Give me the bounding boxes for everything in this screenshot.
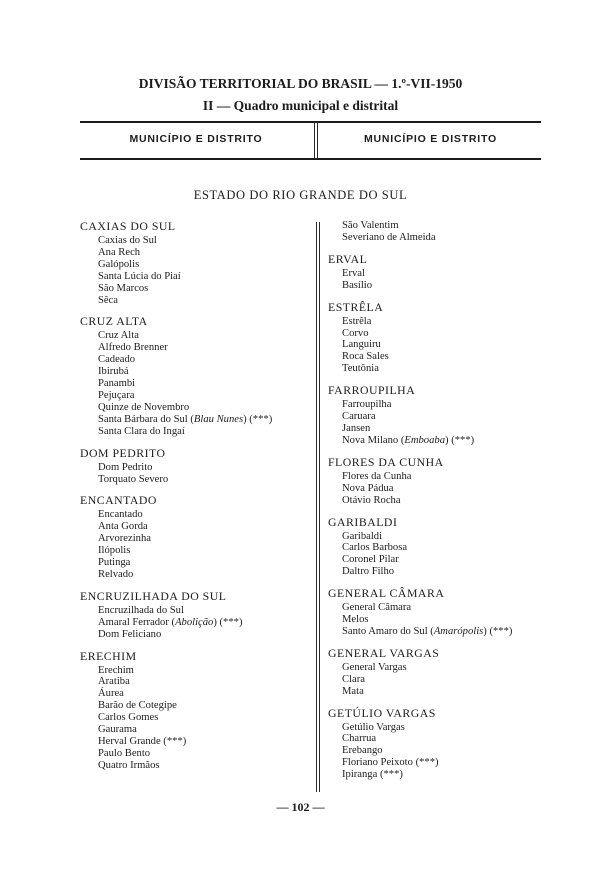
distrito-item: Santa Clara do Ingaí — [98, 425, 185, 437]
distrito-item: Garibaldi — [342, 530, 383, 542]
distrito-item: Roca Sales — [342, 351, 389, 363]
municipio-name: DOM PEDRITO — [80, 445, 166, 460]
header-divider-line — [317, 121, 318, 159]
distrito-item: Otávio Rocha — [342, 494, 401, 506]
distrito-item: Clara — [342, 673, 365, 685]
distrito-item: Farroupilha — [342, 399, 392, 411]
municipio-name: CRUZ ALTA — [80, 314, 148, 329]
distrito-item: Carlos Gomes — [98, 712, 159, 724]
municipio-name: ENCRUZILHADA DO SUL — [80, 588, 227, 603]
distrito-item: Ilópolis — [98, 545, 131, 557]
distrito-item: Santo Amaro do Sul (Amarópolis) (***) — [342, 625, 513, 637]
municipio-name: FLORES DA CUNHA — [328, 454, 444, 469]
distrito-item: Flores da Cunha — [342, 470, 412, 482]
distrito-item: Amaral Ferrador (Abolição) (***) — [98, 616, 243, 628]
distrito-item: Cadeado — [98, 354, 136, 366]
distrito-item: Cruz Alta — [98, 330, 139, 342]
distrito-item: Encantado — [98, 509, 143, 521]
distrito-item: Carlos Barbosa — [342, 542, 408, 554]
municipio-name: CAXIAS DO SUL — [80, 219, 176, 233]
distrito-item: Languiru — [342, 339, 381, 351]
page-subtitle: II — Quadro municipal e distrital — [202, 98, 399, 113]
distrito-item: Paulo Bento — [98, 747, 151, 759]
distrito-item: Galópolis — [98, 258, 140, 270]
distrito-item: Panambi — [98, 378, 136, 390]
distrito-item: Putinga — [98, 557, 131, 569]
municipio-group — [328, 707, 543, 782]
distrito-item: Floriano Peixoto (***) — [342, 757, 439, 769]
distrito-item: Coronel Pilar — [342, 554, 399, 566]
page-number: — 102 — — [276, 800, 325, 814]
column-divider-line — [319, 222, 320, 792]
right-column — [328, 220, 543, 790]
distrito-item: Caxias do Sul — [98, 235, 157, 246]
municipio-name: GENERAL VARGAS — [328, 645, 440, 660]
distrito-item: Sêca — [98, 294, 118, 306]
column-header-right: MUNICÍPIO E DISTRITO — [363, 133, 498, 145]
distrito-item: Mata — [342, 685, 364, 697]
distrito-item: Daltro Filho — [342, 566, 395, 578]
municipio-group — [328, 587, 543, 638]
distrito-item: Santa Lúcia do Piaí — [98, 270, 181, 282]
continued-district-list — [328, 220, 543, 244]
distrito-item: Relvado — [98, 568, 134, 580]
state-heading: ESTADO DO RIO GRANDE DO SUL — [193, 188, 408, 202]
distrito-item: Corvo — [342, 327, 369, 339]
municipio-group — [80, 494, 312, 580]
municipio-name: ENCANTADO — [80, 493, 157, 508]
column-divider-line — [316, 222, 317, 792]
municipio-group — [328, 647, 543, 698]
header-bottom-rule — [80, 158, 541, 160]
distrito-item: Aratiba — [98, 676, 130, 688]
distrito-item: General Câmara — [342, 602, 412, 614]
distrito-item: Anta Gorda — [98, 521, 148, 533]
distrito-item: Ipiranga (***) — [342, 769, 403, 781]
distrito-item: Ana Rech — [98, 246, 141, 258]
distrito-item: Caruara — [342, 411, 376, 423]
municipio-name: GENERAL CÂMARA — [328, 586, 445, 601]
municipio-group — [328, 253, 543, 292]
municipio-name: ESTRÊLA — [328, 299, 384, 314]
municipio-group — [80, 447, 312, 486]
municipio-name: ERECHIM — [80, 648, 137, 663]
distrito-item: Torquato Severo — [98, 473, 169, 485]
top-rule — [80, 121, 541, 123]
municipio-group — [328, 516, 543, 579]
municipio-group — [80, 650, 312, 772]
page-title: DIVISÃO TERRITORIAL DO BRASIL — 1.º-VII-1950 — [138, 76, 463, 91]
distrito-item: Ibirubá — [98, 366, 129, 378]
distrito-item: Nova Milano (Emboaba) (***) — [342, 434, 475, 446]
distrito-item: General Vargas — [342, 661, 407, 673]
distrito-item: Melos — [342, 614, 369, 626]
distrito-item: Herval Grande (***) — [98, 736, 187, 747]
distrito-item: Erechim — [98, 664, 134, 676]
distrito-item: Encruzilhada do Sul — [98, 604, 184, 616]
distrito-item: Santa Bárbara do Sul (Blau Nunes) (***) — [98, 413, 273, 425]
distrito-item: Pejuçara — [98, 389, 135, 401]
distrito-item: São Valentim — [342, 220, 399, 231]
municipio-group — [80, 315, 312, 437]
municipio-name: GETÚLIO VARGAS — [328, 705, 436, 720]
distrito-item: Dom Pedrito — [98, 461, 153, 473]
column-header-left: MUNICÍPIO E DISTRITO — [129, 133, 263, 145]
header-divider-line — [314, 121, 315, 159]
distrito-item: Erebango — [342, 745, 383, 757]
distrito-item: Erval — [342, 267, 365, 279]
distrito-item: Nova Pádua — [342, 482, 394, 494]
distrito-item: Severiano de Almeida — [342, 231, 436, 243]
distrito-item: Áurea — [98, 688, 124, 700]
distrito-item: Getúlio Vargas — [342, 721, 405, 733]
distrito-item: Basílio — [342, 279, 373, 291]
distrito-item: Barão de Cotegipe — [98, 700, 177, 712]
left-column — [80, 220, 312, 781]
distrito-item: Quinze de Novembro — [98, 401, 190, 413]
municipio-name: GARIBALDI — [328, 514, 398, 529]
municipio-group — [80, 590, 312, 641]
municipio-group — [328, 384, 543, 447]
distrito-item: São Marcos — [98, 282, 149, 294]
distrito-item: Jansen — [342, 422, 371, 434]
municipio-group — [328, 301, 543, 376]
municipio-group — [328, 456, 543, 507]
municipio-name: ERVAL — [328, 251, 368, 266]
distrito-item: Quatro Irmãos — [98, 759, 160, 771]
distrito-item: Arvorezinha — [98, 533, 151, 545]
municipio-group — [80, 220, 312, 306]
distrito-item: Dom Feliciano — [98, 628, 162, 640]
distrito-item: Charrua — [342, 733, 377, 745]
distrito-item: Estrêla — [342, 315, 372, 327]
distrito-item: Alfredo Brenner — [98, 342, 168, 354]
municipio-name: FARROUPILHA — [328, 383, 416, 398]
distrito-item: Gaurama — [98, 724, 137, 736]
distrito-item: Teutônia — [342, 363, 379, 375]
